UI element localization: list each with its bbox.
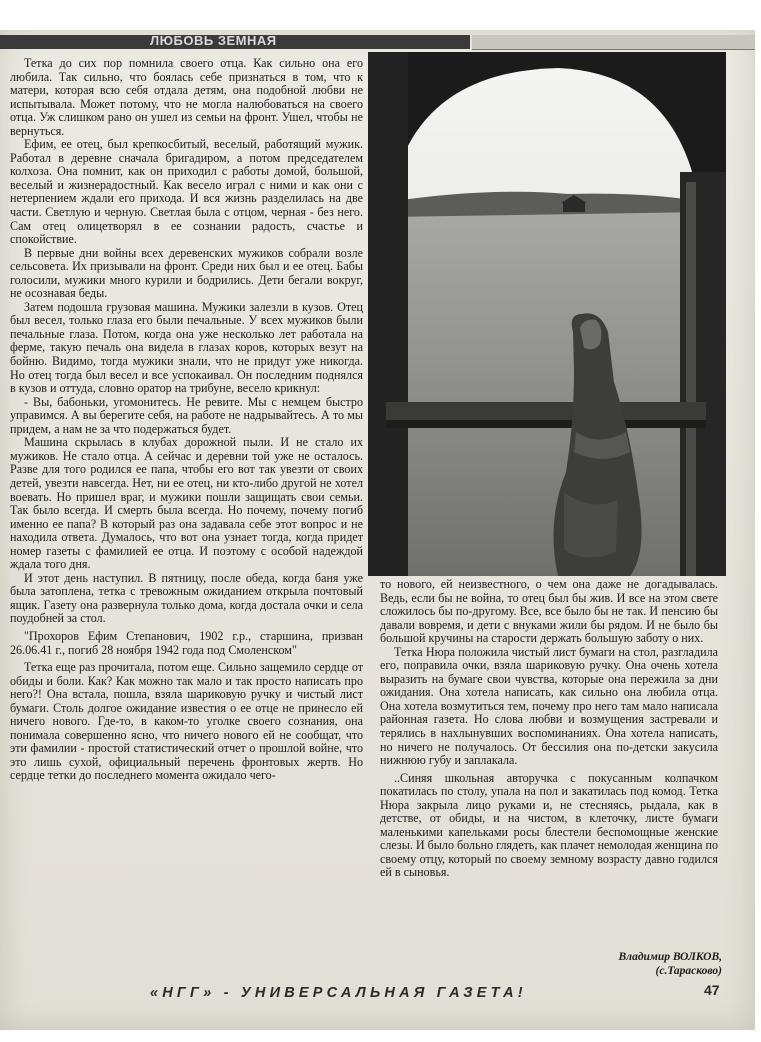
paragraph: Затем подошла грузовая машина. Мужики залезли в кузов. Отец был весел, только глаза его были печальные. У всех мужиков были печальные глаза. Потом, когда она уже несколько лет работала на ферме, такую печаль она видела в глазах коров, которых везут на бойню. Видимо, тогда мужики знали, что не придут уже никогда. Но отец тогда был весел и все успокаивал. Он последним поднялся в кузов и оттуда, словно оратор на трибуне, весело крикнул: — [10, 299, 363, 396]
paragraph: ..Синяя школьная авторучка с покусанным колпачком покатилась по столу, упала на пол и закатилась под комод. Тетка Нюра закрыла лицо руками и, не стесняясь, рыдала, как в детстве, от обиды, и на чистом, в клеточку, листе бумаги маленькими капельками росы блестели беспомощные женские слезы. И было больно глядеть, как плачет немолодая женщина по своему отцу, который по своему земному возрасту давно годился ей в сыновья. — [380, 770, 718, 880]
text-column-left — [10, 57, 363, 783]
page-number: 47 — [704, 982, 720, 998]
woman-at-window-photo — [368, 52, 726, 576]
paragraph: Ефим, ее отец, был крепкосбитый, веселый, работящий мужик. Работал в деревне сначала бригадиром, а потом председателем колхоза. Она помнит, как он приходил с работы домой, большой, веселый и жизнерадостный. Как весело играл с ними и как они с нетерпением ждали его прихода. И вся жизнь разделилась на две части. Светлую и черную. Светлая была с отцом, черная - без него. Сам отец олицетворял в ее сознании радость, счастье и спокойствие. — [10, 137, 363, 247]
header-strip-right — [472, 35, 755, 50]
footer-slogan: «НГГ» - УНИВЕРСАЛЬНАЯ ГАЗЕТА! — [150, 985, 527, 1001]
paragraph: Тетка еще раз прочитала, потом еще. Сильно защемило сердце от обиды и боли. Как? Как можно так мало и так просто написать про него?! Она встала, пошла, взяла шариковую ручку и чистый лист бумаги. Столь долгое ожидание известия о ее отце не принесло ей ничего нового. Где-то, в каком-то уголке своего сознания, она понимала совершенно ясно, что ничего нового ей не сообщат, что эти фамилии - простой статистический отчет о прошлой войне, что это лишь сухой, официальный перечень фронтовых жертв. Но сердце тетки до последнего момента ожидало чего- — [10, 660, 363, 783]
paragraph: И этот день наступил. В пятницу, после обеда, когда баня уже была затоплена, тетка с тревожным ожиданием открыла почтовый ящик. Газету она развернула только дома, когда достала очки и села поудобней за стол. — [10, 570, 363, 626]
article-title: ЛЮБОВЬ ЗЕМНАЯ — [150, 33, 277, 48]
quoted-notice: "Прохоров Ефим Степанович, 1902 г.р., старшина, призван 26.06.41 г., погиб 28 ноября 1942 года под Смоленском" — [10, 628, 363, 657]
paragraph: В первые дни войны всех деревенских мужиков собрали возле сельсовета. Их призывали на фронт. Среди них был и ее отец. Бабы голосили, мужики много курили и бодрились. Дети бегали вокруг, не осознавая беды. — [10, 245, 363, 301]
paragraph: Тетка до сих пор помнила своего отца. Как сильно она его любила. Так сильно, что боялась себе признаться в том, что к матери, которая всю себя отдала детям, она подобной любви не испытывала. Может потому, что не могла налюбоваться на своего отца. Уж слишком рано он ушел из семьи на фронт. Ушел, чтобы не вернуться. — [10, 56, 363, 138]
paragraph: - Вы, бабоньки, угомонитесь. Не ревите. Мы с немцем быстро управимся. А вы берегите себя, на работе не надрывайтесь. А то мы придем, а нам не за что подержаться будет. — [10, 394, 363, 436]
text-column-right — [380, 578, 718, 880]
paragraph: то нового, ей неизвестного, о чем она даже не догадывалась. Ведь, если бы не война, то отец был бы жив. И все на этом свете сложилось бы по-другому. Все, все было бы не так. И пенсию бы давали вовремя, и дети с внуками жили бы рядом. И не было бы большой кручины на старости держать большую заботу о них. — [380, 577, 718, 646]
paragraph: Машина скрылась в клубах дорожной пыли. И не стало их мужиков. Не стало отца. А сейчас и деревни той уже не осталось. Разве для того родился ее папа, чтобы его вот так увезти от своих детей, увезти навсегда. Нет, ни ее отец, ни кто-либо другой не хотел воевать. Но пришел враг, и мужики пошли защищать свои семьи. Так было всегда. И смерть была всегда. Но почему, почему погиб именно ее папа? В который раз она задавала себе этот вопрос и не находила ответа. Думалось, что вот она узнает тогда, когда придет номер газеты с фамилией ее отца. И поэтому с особой надеждой ждала того дня. — [10, 435, 363, 572]
author-name: Владимир ВОЛКОВ, — [618, 951, 722, 963]
author-signature — [560, 950, 722, 978]
paragraph: Тетка Нюра положила чистый лист бумаги на стол, разгладила его, поправила очки, взяла шариковую ручку. Она очень хотела выразить на бумаге свои чувства, которые она пережила за дни ожидания. Она хотела написать, как сильно она любила отца. Она хотела возмутиться тем, почему про него там мало написала районная газета. Но слова любви и возмущения застревали и терялись в нахлынувших воспоминаниях. Она хотела написать, но ничего не получалось. От бессилия она по-детски закусила нижнюю губу и заплакала. — [380, 644, 718, 768]
author-place: (с.Тарасково) — [655, 965, 722, 977]
article-photo — [368, 52, 726, 576]
